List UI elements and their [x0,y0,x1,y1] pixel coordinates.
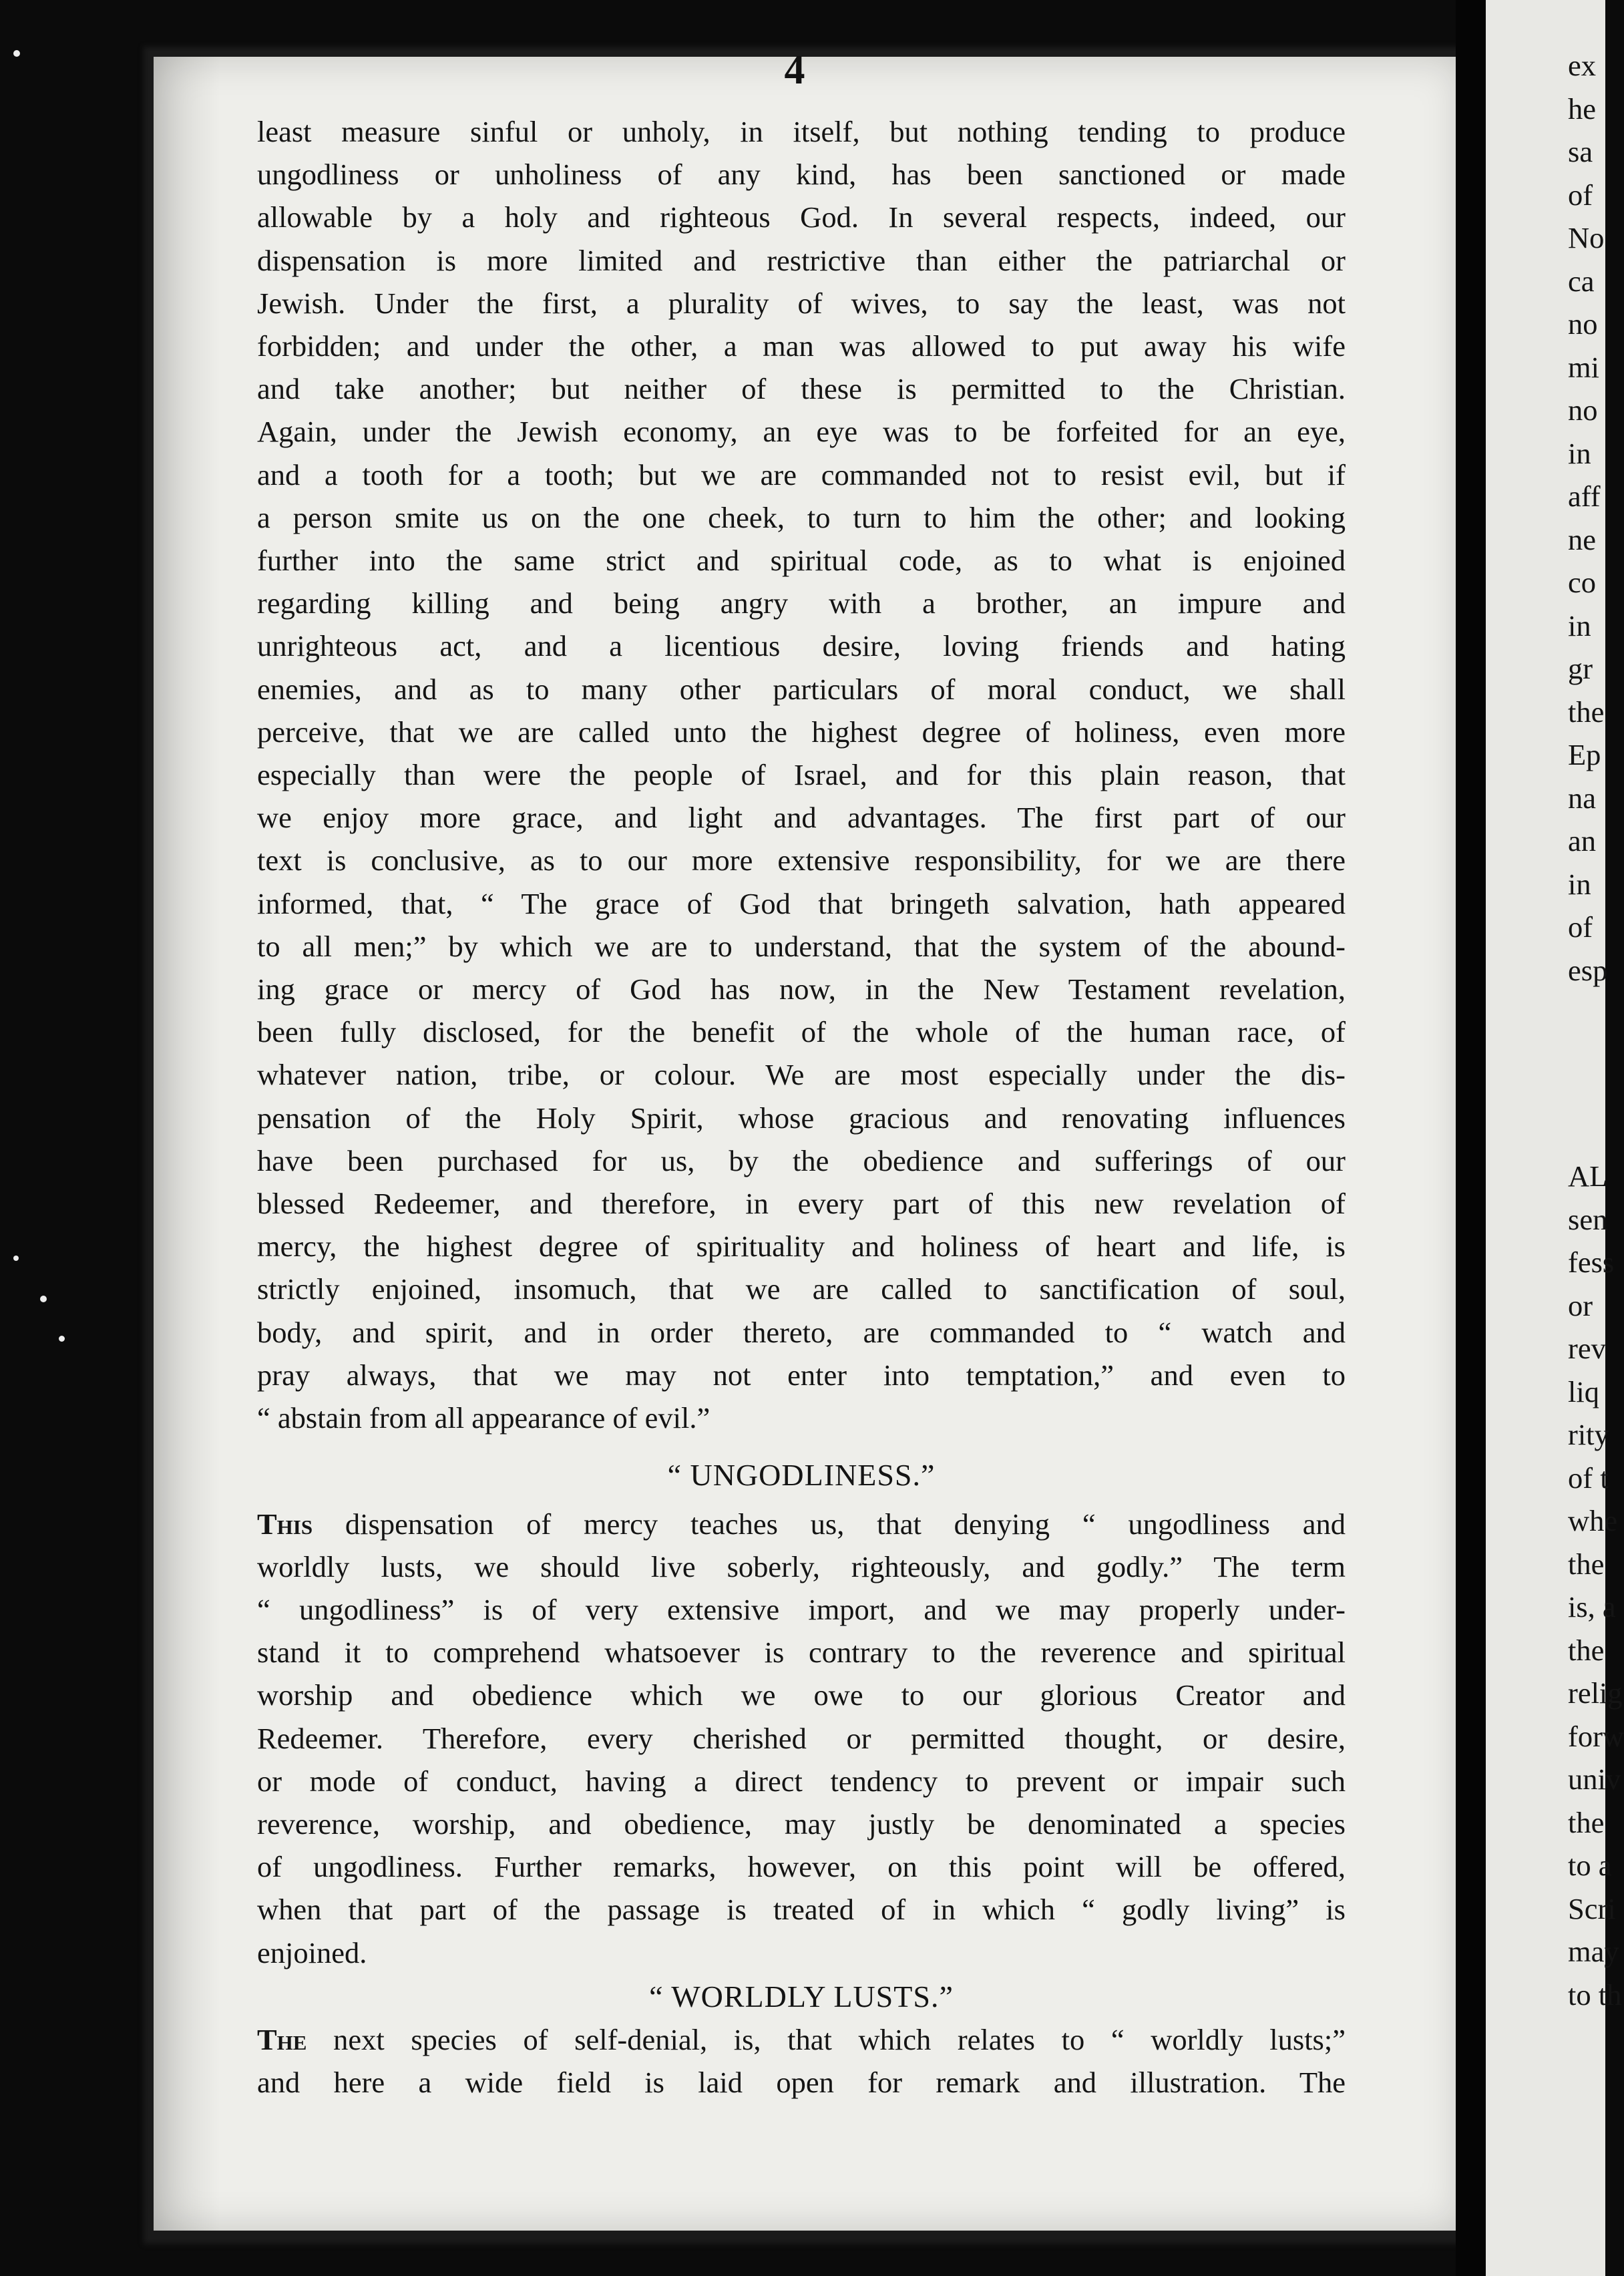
scan-speck [13,1256,19,1261]
facing-page-fragment: the [1568,1633,1605,1667]
line-text: blessed Redeemer, and therefore, in every part of this new revelation of [257,1187,1346,1221]
facing-page-fragment: esp [1568,953,1608,987]
text-line [257,539,1346,582]
line-text: pensation of the Holy Spirit, whose gracious and renovating influences [257,1101,1346,1135]
facing-page-fragment: he [1568,91,1597,126]
line-text: enemies, and as to many other particulars of moral conduct, we shall [257,672,1346,706]
line-text: forbidden; and under the other, a man was allowed to put away his wife [257,329,1346,363]
facing-page-fragment: sa [1568,135,1593,168]
line-text: next species of self-denial, is, that which relates to “ worldly lusts;” [307,2022,1346,2056]
text-line [257,882,1346,925]
text-line [257,1845,1346,1888]
facing-page-fragment: of t [1568,1461,1609,1495]
text-line [257,153,1346,196]
facing-page-fragment: in [1568,608,1591,642]
line-text: mercy, the highest degree of spirituality and holiness of heart and life, is [257,1229,1346,1264]
facing-page-fragment: ne [1568,522,1597,556]
line-text: have been purchased for us, by the obedience and sufferings of our [257,1143,1346,1177]
paragraph-2 [257,1503,1346,1974]
line-text: whatever nation, tribe, or colour. We are most especially under the dis- [257,1058,1346,1092]
facing-page-fragment: to a [1568,1849,1612,1882]
facing-page-fragment: may [1568,1935,1619,1968]
facing-page-fragment: univ [1568,1762,1621,1796]
facing-page-fragment: in [1568,436,1591,470]
facing-page-fragment: mi [1568,350,1599,384]
page-binding-shade [154,57,220,2231]
text-line [257,1396,1346,1439]
text-line [257,282,1346,325]
text-line [257,1931,1346,1974]
text-line [257,1097,1346,1139]
line-text: allowable by a holy and righteous God. In several respects, indeed, our [257,200,1346,234]
facing-page-fragment: no [1568,393,1598,427]
text-line [257,1717,1346,1760]
facing-page-fragment: forw [1568,1719,1624,1753]
text-line [257,1311,1346,1354]
facing-page-fragment: aff [1568,480,1601,513]
text-line [257,1803,1346,1845]
paragraph-1 [257,110,1346,1439]
line-text: to all men;” by which we are to understand, that the system of the abound- [257,929,1346,963]
text-line [257,711,1346,753]
line-text: ungodliness or unholiness of any kind, has been sanctioned or made [257,158,1346,192]
text-line [257,496,1346,539]
line-text: or mode of conduct, having a direct tendency to prevent or impair such [257,1764,1346,1798]
text-line [257,1545,1346,1588]
text-line [257,1053,1346,1096]
line-text: least measure sinful or unholy, in itself, but nothing tending to produce [257,115,1346,148]
line-text: “ ungodliness” is of very extensive import, and we may properly under- [257,1592,1346,1626]
facing-page-fragment: AL [1568,1159,1608,1193]
text-line [257,453,1346,496]
text-line [257,1503,1346,1545]
facing-page-fragment: an [1568,824,1597,858]
facing-page-fragment: co [1568,566,1597,599]
scan-speck [59,1336,65,1342]
text-line [257,1888,1346,1931]
text-line [257,1139,1346,1182]
text-line [257,2018,1346,2061]
facing-page-fragment: in [1568,867,1591,901]
text-line [257,1674,1346,1716]
line-text: Again, under the Jewish economy, an eye was to be forfeited for an eye, [257,415,1346,449]
paragraph-lead-word: This [257,1507,313,1541]
facing-page-fragment: of [1568,910,1593,944]
page-number: 4 [784,47,805,93]
facing-page-fragment: is, a [1568,1590,1616,1624]
scan-speck [13,50,20,57]
line-text: strictly enjoined, insomuch, that we are called to sanctification of soul, [257,1272,1346,1306]
line-text: and here a wide field is laid open for remark and illustration. The [257,2066,1346,2100]
facing-page-fragment: to th [1568,1977,1622,2012]
line-text: pray always, that we may not enter into temptation,” and even to [257,1358,1346,1392]
line-text: dispensation of mercy teaches us, that denying “ ungodliness and [313,1507,1346,1541]
facing-page-fragment: ca [1568,264,1595,298]
facing-page-fragment: no [1568,307,1598,341]
facing-page-fragment: rity [1568,1418,1609,1451]
line-text: reverence, worship, and obedience, may justly be denominated a species [257,1807,1346,1841]
heading-worldly-lusts: “ WORLDLY LUSTS.” [649,1979,954,2014]
facing-page-fragment: fess [1568,1246,1615,1279]
text-line [257,1760,1346,1803]
paragraph-3 [257,2018,1346,2104]
line-text: enjoined. [257,1935,367,1969]
line-text: worship and obedience which we owe to our glorious Creator and [257,1678,1346,1712]
text-line [257,1631,1346,1674]
text-line [257,925,1346,968]
facing-page-fragment: Scri [1568,1891,1616,1925]
facing-page-fragment: or [1568,1288,1593,1322]
text-line [257,1182,1346,1225]
facing-page-fragment: Ep [1568,738,1601,771]
heading-ungodliness: “ UNGODLINESS.” [667,1458,936,1493]
text-line [257,1268,1346,1310]
line-text: especially than were the people of Israel, and for this plain reason, that [257,758,1346,792]
line-text: and take another; but neither of these is permitted to the Christian. [257,372,1346,406]
text-line [257,1588,1346,1631]
line-text: Redeemer. Therefore, every cherished or permitted thought, or desire, [257,1721,1346,1755]
line-text: further into the same strict and spiritual code, as to what is enjoined [257,544,1346,578]
text-line [257,1354,1346,1396]
text-line [257,239,1346,282]
facing-page-fragment: the [1568,1805,1605,1839]
line-text: of ungodliness. Further remarks, however, on this point will be offered, [257,1850,1346,1884]
line-text: been fully disclosed, for the benefit of the whole of the human race, of [257,1015,1346,1049]
line-text: perceive, that we are called unto the highest degree of holiness, even more [257,715,1346,749]
text-line [257,110,1346,153]
line-text: dispensation is more limited and restrictive than either the patriarchal or [257,243,1346,277]
line-text: Jewish. Under the first, a plurality of wives, to say the least, was not [257,286,1346,320]
line-text: informed, that, “ The grace of God that bringeth salvation, hath appeared [257,886,1346,920]
line-text: a person smite us on the one cheek, to turn to him the other; and looking [257,500,1346,534]
text-line [257,839,1346,882]
text-line [257,1010,1346,1053]
line-text: and a tooth for a tooth; but we are commanded not to resist evil, but if [257,457,1346,492]
facing-page-fragment: whe [1568,1504,1618,1537]
line-text: regarding killing and being angry with a brother, an impure and [257,586,1346,620]
text-line [257,796,1346,839]
text-line [257,968,1346,1010]
text-line [257,753,1346,796]
scan-speck [40,1296,47,1302]
facing-page-fragment: na [1568,781,1597,815]
facing-page-fragment: No [1568,221,1605,254]
text-line [257,196,1346,238]
line-text: we enjoy more grace, and light and advantages. The first part of our [257,801,1346,835]
line-text: text is conclusive, as to our more extensive responsibility, for we are there [257,843,1346,878]
text-line [257,624,1346,667]
book-gutter [1456,0,1488,2276]
text-line [257,410,1346,453]
paragraph-lead-word: The [257,2022,307,2056]
line-text: when that part of the passage is treated of in which “ godly living” is [257,1893,1346,1927]
text-line [257,367,1346,410]
facing-page-fragment: of [1568,178,1593,212]
text-line [257,325,1346,367]
facing-page-fragment: sen [1568,1202,1608,1236]
line-text: unrighteous act, and a licentious desire, loving friends and hating [257,629,1346,663]
facing-page-fragment: gr [1568,652,1593,685]
line-text: body, and spirit, and in order thereto, are commanded to “ watch and [257,1315,1346,1349]
text-line [257,2061,1346,2104]
facing-page-fragment: the [1568,695,1605,729]
line-text: worldly lusts, we should live soberly, righteously, and godly.” The term [257,1549,1346,1583]
facing-page-fragment: the [1568,1547,1605,1581]
line-text: ing grace or mercy of God has now, in the New Testament revelation, [257,972,1346,1006]
facing-page-fragment: relig [1568,1676,1623,1710]
facing-page-fragment: liq [1568,1374,1599,1408]
text-line [257,582,1346,624]
text-line [257,668,1346,711]
page-body [257,110,1346,2104]
facing-page-fragment: rev [1568,1332,1606,1365]
line-text: stand it to comprehend whatsoever is contrary to the reverence and spiritual [257,1636,1346,1670]
facing-page-fragment: ex [1568,49,1597,82]
text-line [257,1225,1346,1268]
line-text: “ abstain from all appearance of evil.” [257,1401,710,1435]
